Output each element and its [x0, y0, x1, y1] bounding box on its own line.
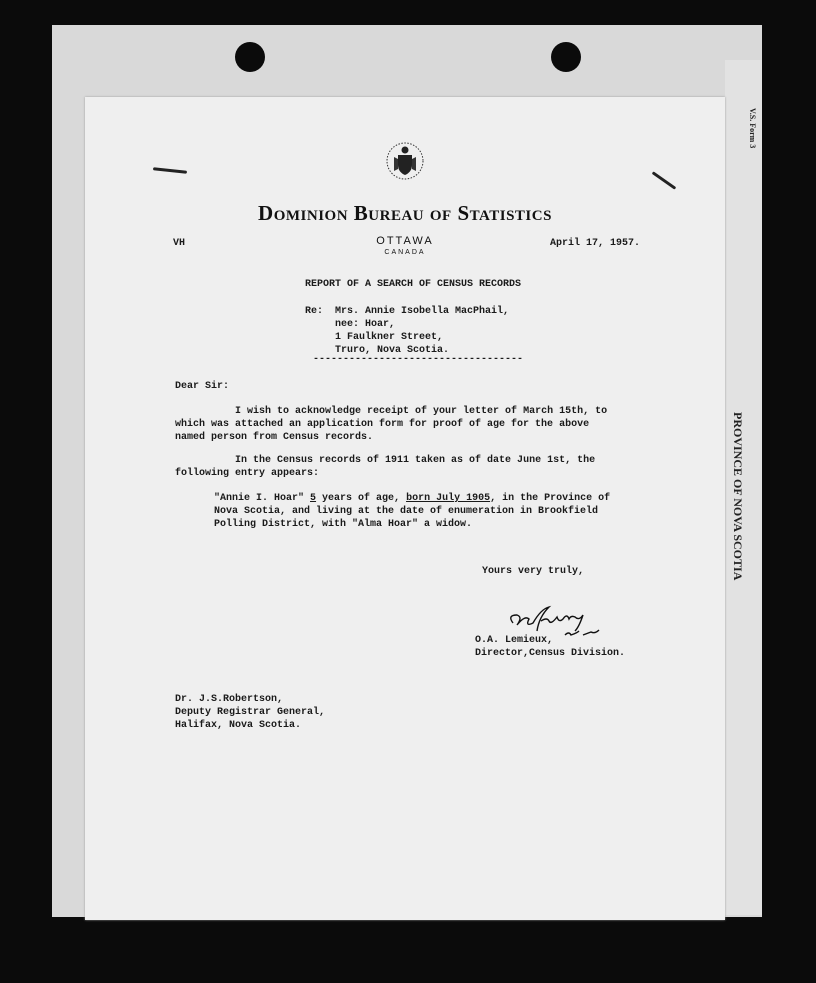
typist-initials: VH	[173, 238, 186, 249]
province-label: PROVINCE OF NOVA SCOTIA	[731, 412, 745, 581]
letterhead-title: Dominion Bureau of Statistics	[258, 201, 552, 225]
punch-hole	[551, 42, 581, 72]
paragraph-acknowledgement: I wish to acknowledge receipt of your letter of March 15th, to which was attached an application form for proof of age for the above named person from Census records.	[175, 406, 608, 443]
punch-hole	[235, 42, 265, 72]
salutation: Dear Sir:	[175, 381, 230, 392]
census-entry: "Annie I. Hoar" 5 years of age, born July 1905, in the Province of Nova Scotia, and living at the date of enumeration in Brookfield Polling District, with "Alma Hoar" a widow.	[214, 493, 611, 530]
report-heading: REPORT OF A SEARCH OF CENSUS RECORDS	[305, 279, 522, 290]
recipient-address: Dr. J.S.Robertson, Deputy Registrar General, Halifax, Nova Scotia.	[175, 694, 326, 731]
separator-rule: -----------------------------------	[313, 354, 524, 365]
closing: Yours very truly,	[482, 566, 585, 577]
form-number-label: V.S. Form 3	[748, 108, 757, 149]
staple-mark	[652, 171, 677, 190]
letter-date: April 17, 1957.	[550, 238, 641, 249]
paragraph-census-records: In the Census records of 1911 taken as of date June 1st, the following entry appears:	[175, 455, 596, 479]
staple-mark	[153, 167, 187, 174]
re-label: Re:	[305, 306, 324, 317]
census-search-letter	[85, 97, 725, 920]
re-address: Mrs. Annie Isobella MacPhail, nee: Hoar, 1 Faulkner Street, Truro, Nova Scotia.	[335, 306, 510, 356]
letterhead-city: OTTAWA	[376, 235, 434, 247]
letterhead-country: CANADA	[384, 249, 426, 256]
signatory: O.A. Lemieux, Director,Census Division.	[475, 635, 626, 659]
coat-of-arms-seal-icon	[385, 133, 425, 193]
